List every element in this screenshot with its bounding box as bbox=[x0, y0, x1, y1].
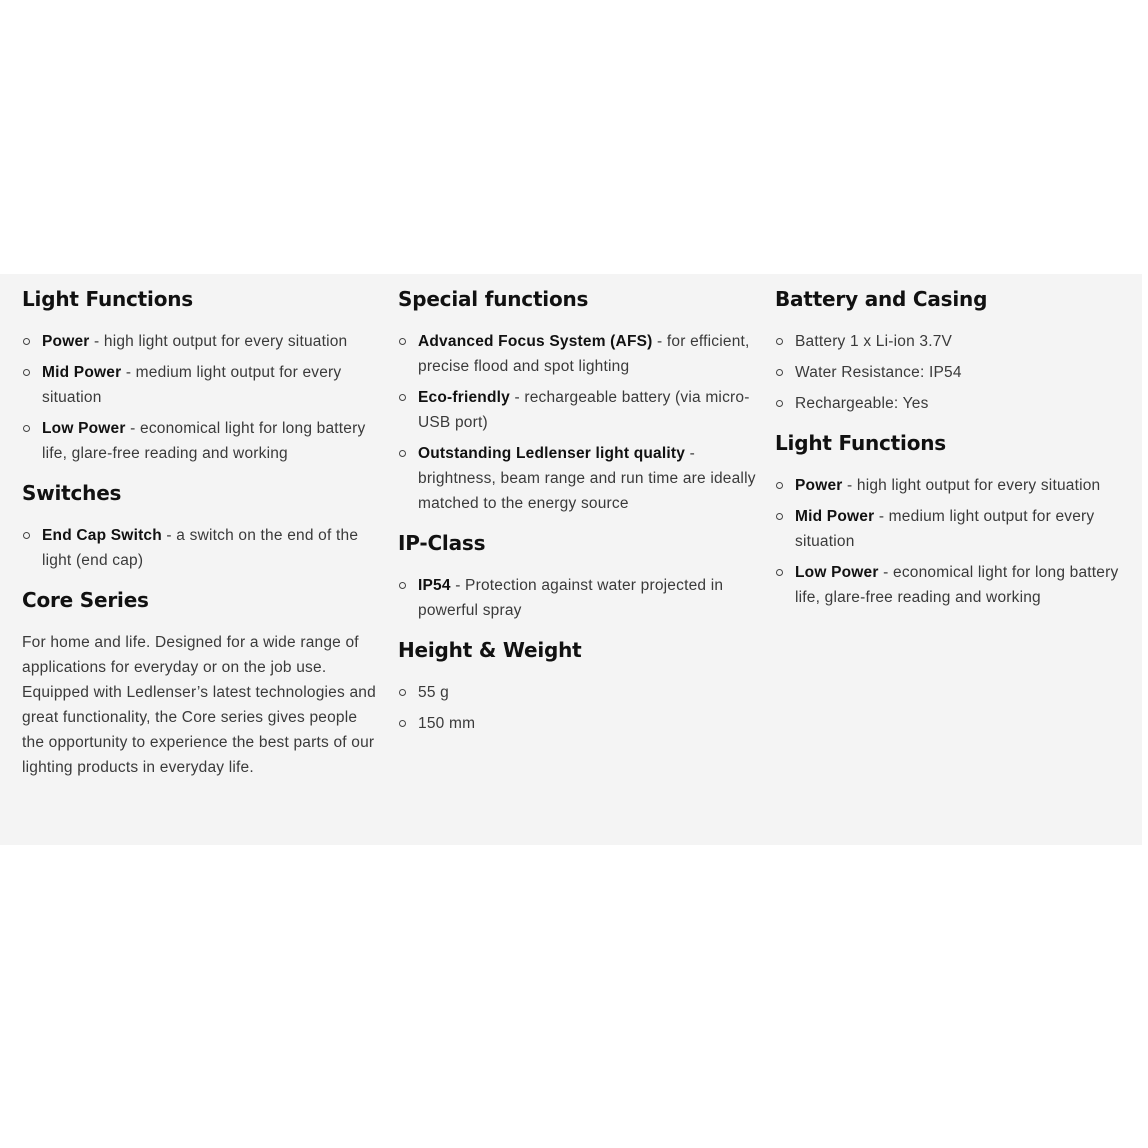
section-body: For home and life. Designed for a wide range of applications for everyday or on the job use. Equipped with Ledlenser’s latest technologies and great functionality, the Core series gives people the opportunity to experience the best parts of our lighting products in everyday life. bbox=[22, 634, 376, 776]
section-core-series bbox=[22, 585, 382, 780]
item-text: - for efficient, precise flood and spot lighting bbox=[418, 333, 750, 375]
list-item bbox=[398, 441, 758, 516]
list-item bbox=[775, 360, 1135, 385]
item-text: 55 g bbox=[418, 684, 449, 701]
item-text: - Protection against water projected in powerful spray bbox=[418, 577, 724, 619]
item-label: Mid Power bbox=[795, 508, 875, 525]
list-item bbox=[22, 329, 382, 354]
item-text: Water Resistance: IP54 bbox=[795, 364, 962, 381]
section-height-weight bbox=[398, 635, 758, 736]
list-item bbox=[775, 560, 1135, 610]
section-ip-class bbox=[398, 528, 758, 623]
item-text: - a switch on the end of the light (end cap) bbox=[42, 527, 359, 569]
feature-list bbox=[775, 329, 1135, 416]
section-title: Height & Weight bbox=[398, 638, 582, 662]
item-label: Eco-friendly bbox=[418, 389, 510, 406]
column-2 bbox=[398, 284, 758, 748]
section-light-functions-2 bbox=[775, 428, 1135, 610]
item-label: Low Power bbox=[42, 420, 126, 437]
item-label: IP54 bbox=[418, 577, 451, 594]
list-item bbox=[398, 385, 758, 435]
feature-list bbox=[775, 473, 1135, 610]
section-battery-casing bbox=[775, 284, 1135, 416]
list-item bbox=[22, 523, 382, 573]
item-text: - high light output for every situation bbox=[842, 477, 1101, 494]
section-title: IP-Class bbox=[398, 531, 486, 555]
list-item bbox=[398, 573, 758, 623]
item-text: - medium light output for every situation bbox=[795, 508, 1095, 550]
section-title: Switches bbox=[22, 481, 122, 505]
section-light-functions bbox=[22, 284, 382, 466]
item-label: Outstanding Ledlenser light quality bbox=[418, 445, 686, 462]
item-label: Mid Power bbox=[42, 364, 122, 381]
column-1 bbox=[22, 284, 382, 786]
section-title: Light Functions bbox=[22, 287, 193, 311]
item-label: Low Power bbox=[795, 564, 879, 581]
list-item bbox=[398, 680, 758, 705]
section-title: Light Functions bbox=[775, 431, 946, 455]
spec-panel bbox=[0, 274, 1142, 845]
item-text: - economical light for long battery life, glare-free reading and working bbox=[42, 420, 366, 462]
list-item bbox=[775, 473, 1135, 498]
section-special-functions bbox=[398, 284, 758, 516]
feature-list bbox=[398, 680, 758, 736]
feature-list bbox=[398, 573, 758, 623]
feature-list bbox=[22, 329, 382, 466]
list-item bbox=[398, 329, 758, 379]
item-text: - high light output for every situation bbox=[89, 333, 348, 350]
section-title: Core Series bbox=[22, 588, 149, 612]
item-label: Power bbox=[795, 477, 843, 494]
item-text: - medium light output for every situation bbox=[42, 364, 342, 406]
list-item bbox=[398, 711, 758, 736]
list-item bbox=[775, 391, 1135, 416]
item-label: Advanced Focus System (AFS) bbox=[418, 333, 653, 350]
list-item bbox=[22, 360, 382, 410]
item-text: - brightness, beam range and run time are ideally matched to the energy source bbox=[418, 445, 756, 512]
item-text: - rechargeable battery (via micro-USB port) bbox=[418, 389, 750, 431]
section-title: Battery and Casing bbox=[775, 287, 988, 311]
item-label: Power bbox=[42, 333, 90, 350]
column-3 bbox=[775, 284, 1135, 622]
section-switches bbox=[22, 478, 382, 573]
list-item bbox=[775, 329, 1135, 354]
item-label: End Cap Switch bbox=[42, 527, 162, 544]
item-text: - economical light for long battery life, glare-free reading and working bbox=[795, 564, 1119, 606]
list-item bbox=[775, 504, 1135, 554]
item-text: Rechargeable: Yes bbox=[795, 395, 929, 412]
item-text: Battery 1 x Li-ion 3.7V bbox=[795, 333, 953, 350]
feature-list bbox=[398, 329, 758, 516]
section-title: Special functions bbox=[398, 287, 589, 311]
list-item bbox=[22, 416, 382, 466]
feature-list bbox=[22, 523, 382, 573]
item-text: 150 mm bbox=[418, 715, 476, 732]
